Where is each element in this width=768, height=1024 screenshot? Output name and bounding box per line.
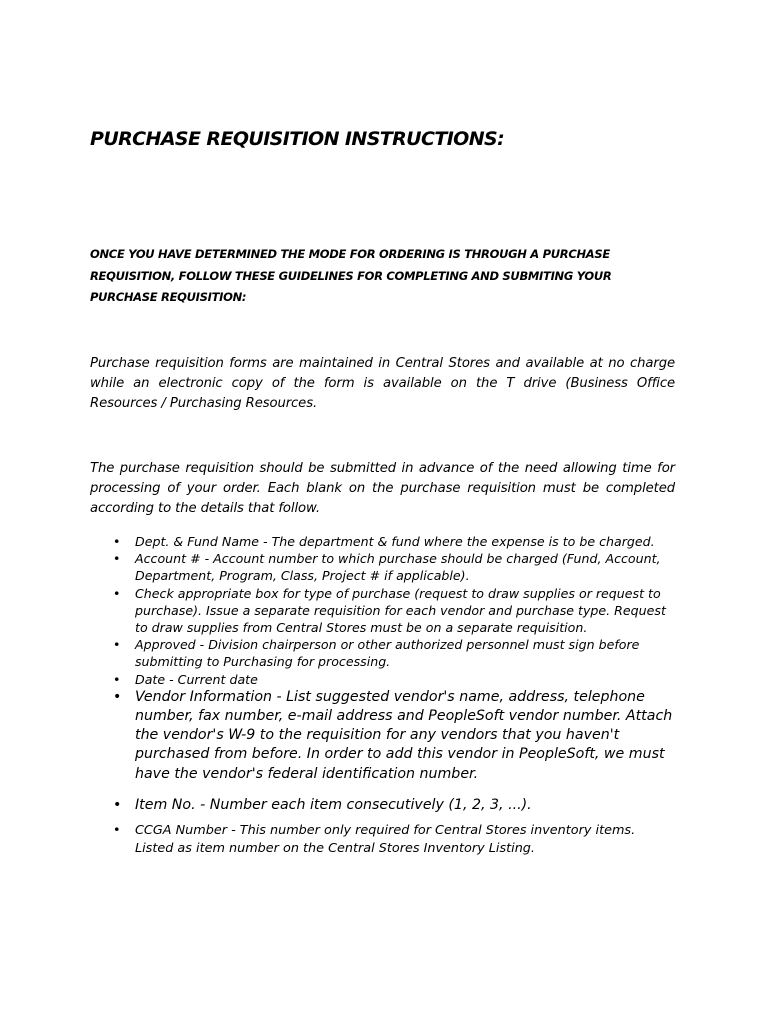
intro-heading: ONCE YOU HAVE DETERMINED THE MODE FOR ORDERING IS THROUGH A PURCHASE REQUISITION, FOLLOW THESE GUIDELINES FOR COMPLETING AND SUBMITING YOUR PURCHASE REQUISITION:: [90, 247, 612, 304]
bullet-icon: •: [113, 823, 121, 839]
instruction-list: [113, 533, 673, 857]
list-item-text: Date - Current date: [135, 671, 258, 687]
bullet-icon: •: [113, 796, 122, 813]
list-item-text: Item No. - Number each item consecutively (1, 2, 3, ...).: [135, 796, 532, 813]
bullet-icon: •: [113, 585, 121, 601]
list-item-text: Account # - Account number to which purchase should be charged (Fund, Account, Department, Program, Class, Project # if applicable).: [135, 551, 661, 584]
list-item-item-no: [113, 796, 673, 815]
bullet-icon: •: [113, 671, 121, 687]
bullet-icon: •: [113, 637, 121, 653]
list-item-text: Dept. & Fund Name - The department & fund where the expense is to be charged.: [135, 534, 655, 549]
list-item-text: Approved - Division chairperson or other authorized personnel must sign before submitting to Purchasing for processing.: [135, 637, 640, 670]
bullet-icon: •: [113, 688, 122, 705]
list-item-account: [113, 550, 673, 584]
list-item-text: CCGA Number - This number only required for Central Stores inventory items. Listed as item number on the Central Stores Inventory Listing.: [135, 823, 636, 856]
page-title: PURCHASE REQUISITION INSTRUCTIONS:: [90, 128, 505, 150]
bullet-icon: •: [113, 534, 121, 549]
list-item-text: Check appropriate box for type of purchase (request to draw supplies or request to purchase). Issue a separate requisition for each vendor and purchase type. Request to draw supplies from Central Stores must be on a separate requisition.: [135, 585, 666, 636]
list-item-dept-fund: [113, 533, 673, 550]
list-item-date: [113, 671, 673, 688]
list-item-ccga-number: [113, 822, 673, 857]
paragraph-forms: Purchase requisition forms are maintained in Central Stores and available at no charge while an electronic copy of the form is available on the T drive (Business Office Resources / Purchasing Resources.: [90, 356, 675, 411]
paragraph-submission: The purchase requisition should be submitted in advance of the need allowing time for processing of your order. Each blank on the purchase requisition must be completed according to the details that follow.: [90, 461, 675, 516]
list-item-vendor-information: [113, 688, 673, 784]
bullet-icon: •: [113, 551, 121, 567]
list-item-text: Vendor Information - List suggested vendor's name, address, telephone number, fax number, e-mail address and PeopleSoft vendor number. Attach the vendor's W-9 to the requisition for any vendors that you haven't purchased from before. In order to add this vendor in PeopleSoft, we must have the vendor's federal identification number.: [135, 688, 673, 782]
list-item-approved: [113, 636, 673, 670]
list-item-purchase-type: [113, 585, 673, 637]
